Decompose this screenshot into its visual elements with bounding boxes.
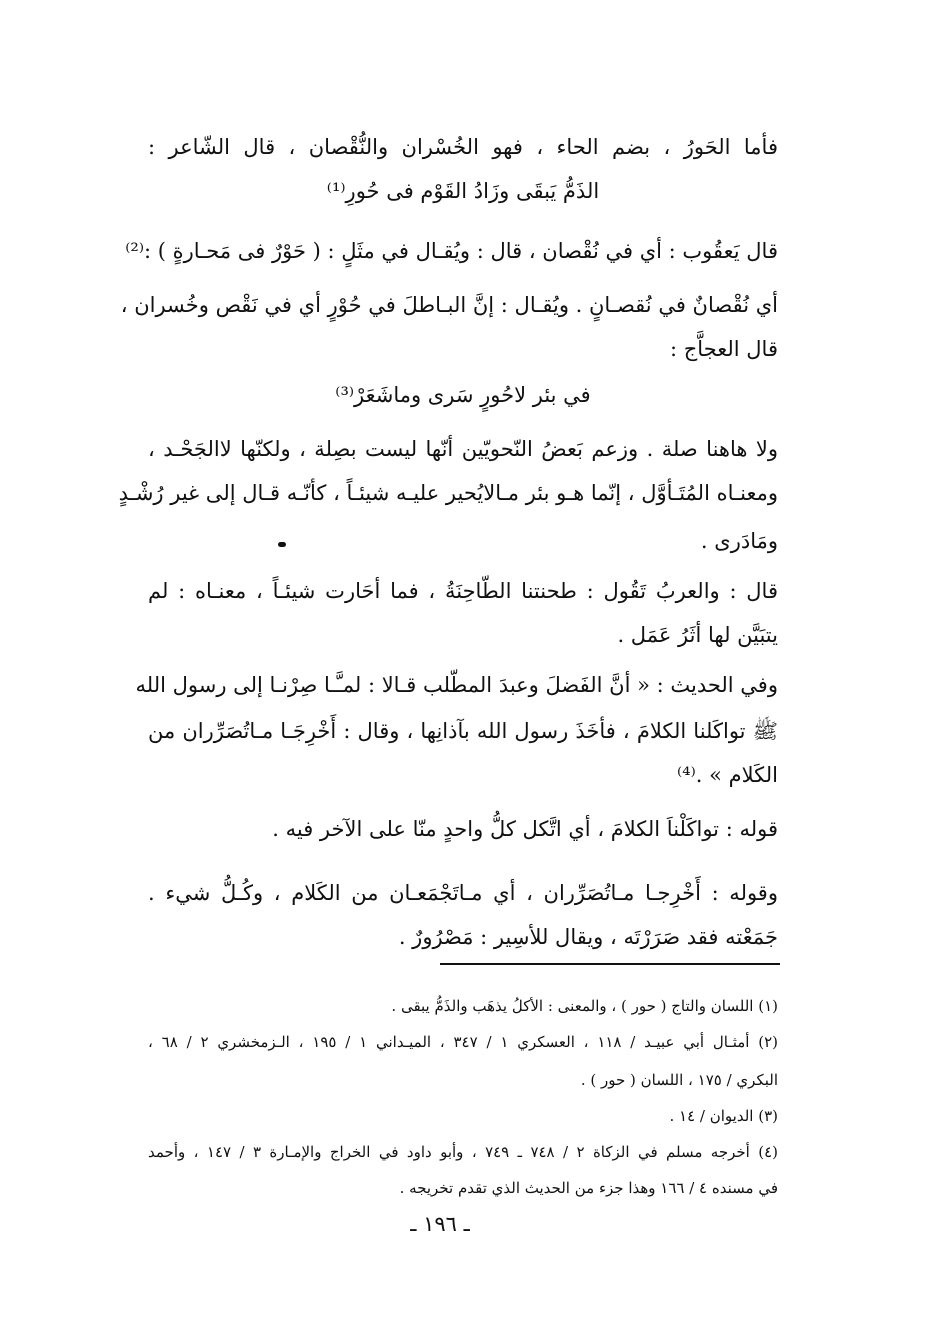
ink-mark <box>278 542 286 547</box>
footnote-separator <box>440 963 780 965</box>
verse-line-1: الذَمُّ يَبقَى وزَادُ القَوْم فى حُورِ⁽¹⁾ <box>326 179 600 203</box>
footnote-4-cont: في مسنده ٤ / ١٦٦ وهذا جزء من الحديث الذي تقدم تخريجه . <box>399 1179 778 1197</box>
text-line-9: يتبَيَّن لها أثَرُ عَمَل . <box>617 623 778 647</box>
text-line-3: أي نُقْصانٌ في نُقصـانٍ . ويُقـال : إنَّ البـاطلَ في حُوْرٍ أي في نَقْص وخُسران ، <box>120 293 778 317</box>
text-line-8: قال : والعربُ تَقُول : طحنتنا الطّاحِنَةُ ، فما أحَارت شيئـاً ، معنـاه : لم <box>148 579 778 603</box>
page-number: ـ ١٩٦ ـ <box>410 1212 470 1236</box>
footnote-4: (٤) أخرجه مسلم في الزكاة ٢ / ٧٤٨ ـ ٧٤٩ ، وأبو داود في الخراج والإمـارة ٣ / ١٤٧ ، وأحمد <box>148 1143 778 1161</box>
text-line-11: ﷺ تواكَلنا الكلامَ ، فأخَذَ رسول الله بآذانِها ، وقال : أَخْرِجَـا مـاتُصَرِّران من <box>148 719 778 743</box>
text-line-15: جَمَعْته فقد صَرَرْتَه ، ويقال للأسِير : مَصْرُورٌ . <box>398 925 778 949</box>
text-line-5: ولا هاهنا صلة . وزعم بَعضُ النّحويّين أنّها ليست بصِلة ، ولكنّها لاالجَحْـد ، <box>148 437 778 461</box>
text-line-7: ومَادَرى . <box>700 529 778 553</box>
text-line-10: وفي الحديث : « أنَّ الفَضلَ وعبدَ المطّلب قـالا : لمـَّـا صِرْنـا إلى رسول الله <box>135 673 778 697</box>
text-line-13: قوله : تواكَلْناَ الكلامَ ، أي اتَّكل كلُّ واحدٍ منّا على الآخر فيه . <box>272 817 778 841</box>
text-line-1: فأما الحَورُ ، بضم الحاء ، فهو الخُسْران والنُّقْصان ، قال الشّاعر : <box>148 135 778 159</box>
footnote-3: (٣) الديوان / ١٤ . <box>669 1107 778 1125</box>
text-line-6: ومعنـاه المُتَـأوَّل ، إنّما هـو بئر مـالايُحير عليـه شيئـاً ، كأنّـه قـال إلى غير رُشْـدٍ <box>118 481 778 505</box>
verse-line-2: في بئر لاحُورٍ سَرى وماشَعَرْ⁽³⁾ <box>335 383 591 407</box>
text-line-2: قال يَعقُوب : أي في نُقْصان ، قال : ويُقـال في مثَلٍ : ( حَوْرٌ فى مَحـارةٍ ) :⁽²⁾ <box>125 239 778 263</box>
text-line-4: قال العجاَّج : <box>670 337 778 361</box>
footnote-2-cont: البكري / ١٧٥ ، اللسان ( حور ) . <box>580 1071 778 1089</box>
footnote-1: (١) اللسان والتاج ( حور ) ، والمعنى : الأكلُ يذهَب والذَمُّ يبقى . <box>391 997 778 1015</box>
text-line-12: الكَلام » .⁽⁴⁾ <box>677 763 778 787</box>
text-line-14: وقوله : أَخْرِجـا مـاتُصَرِّران ، أي مـاتَجْمَعـان من الكَلام ، وكُـلُّ شيء . <box>148 881 778 905</box>
footnote-2: (٢) أمثـال أبي عبيـد / ١١٨ ، العسكري ١ / ٣٤٧ ، الميـداني ١ / ١٩٥ ، الـزمخشري ٢ / ٦٨ ، <box>148 1033 779 1051</box>
